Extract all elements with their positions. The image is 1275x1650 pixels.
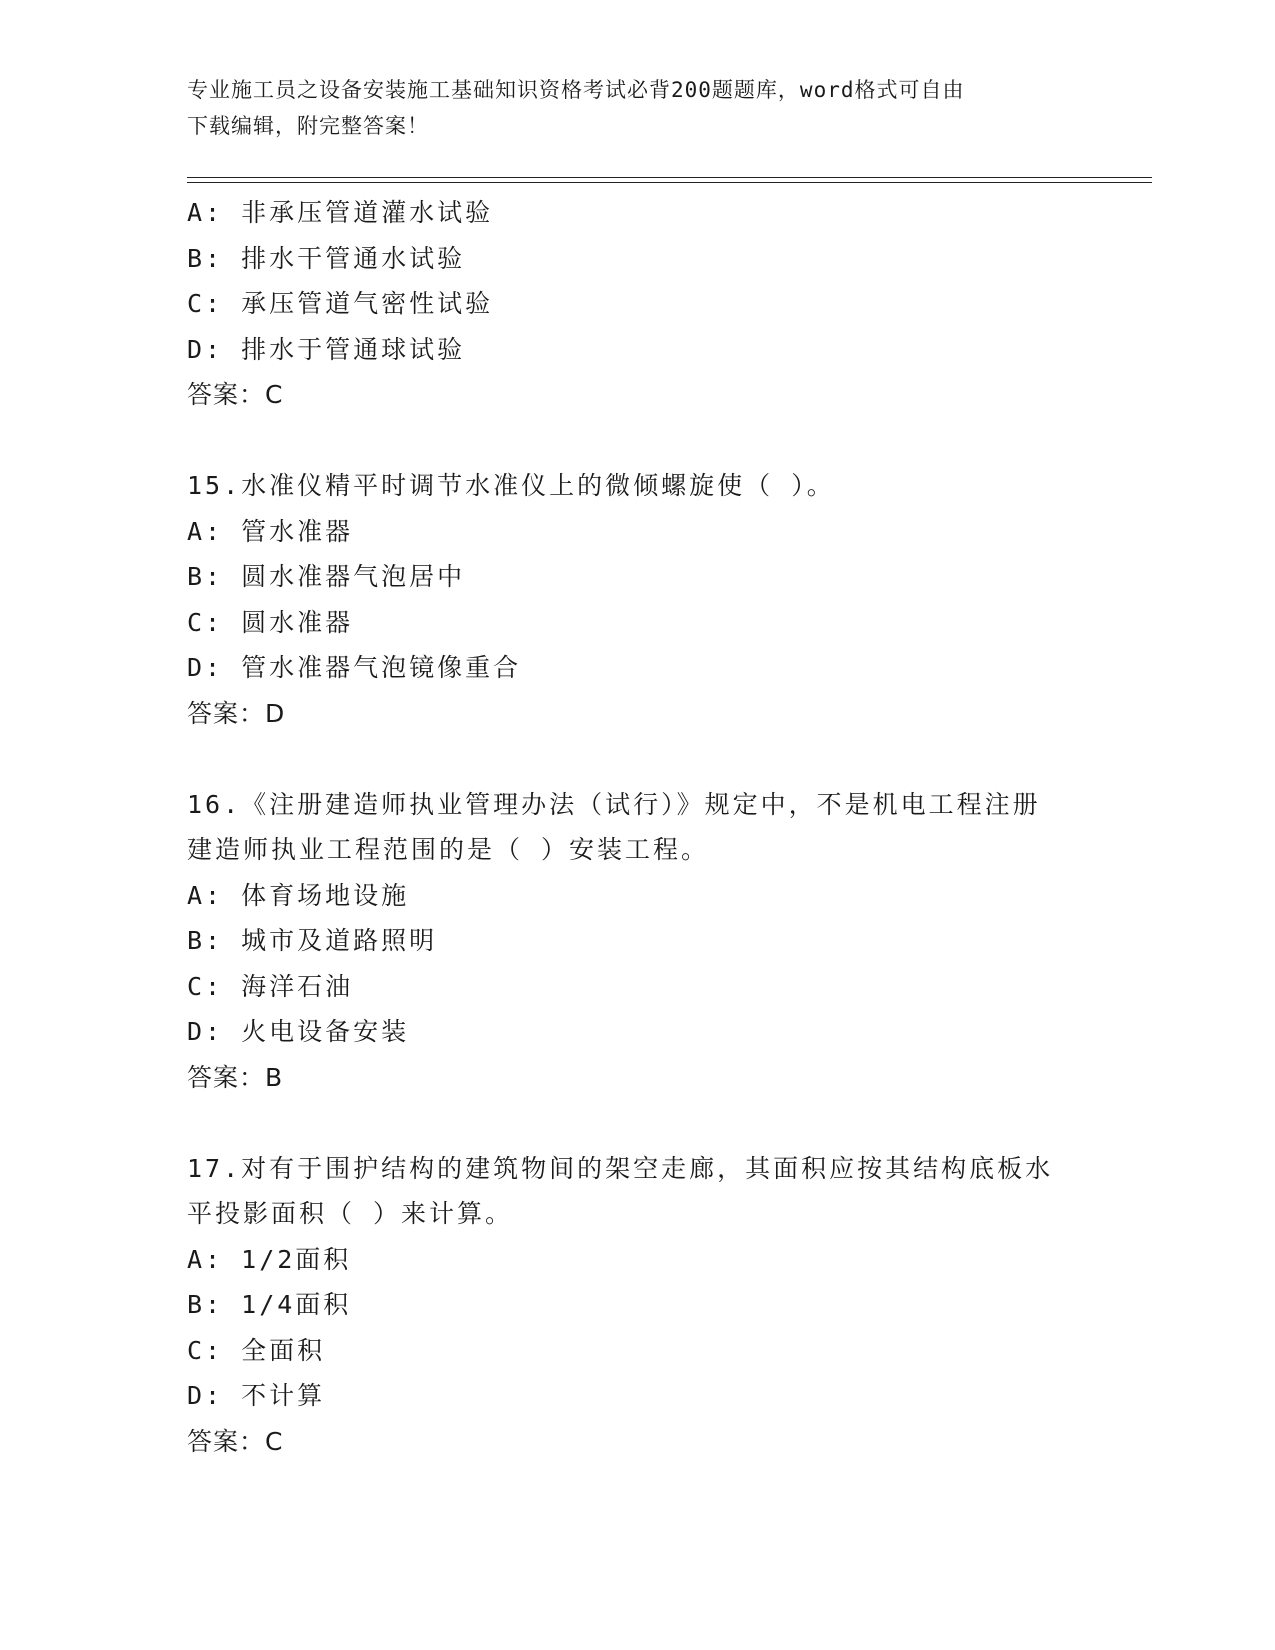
option-a: A: 非承压管道灌水试验 (187, 198, 494, 227)
document-header (187, 72, 1087, 144)
header-divider-bottom (187, 182, 1152, 183)
option-c: C: 全面积 (187, 1335, 326, 1365)
question-text-line-1: 16.《注册建造师执业管理办法（试行）》规定中，不是机电工程注册 (187, 789, 1041, 819)
question-block-14 (187, 190, 1087, 418)
option-c: C: 承压管道气密性试验 (187, 289, 494, 318)
question-text-line-2: 建造师执业工程范围的是（ ）安装工程。 (187, 835, 710, 864)
question-list (187, 190, 1087, 1464)
answer-label: 答案：C (187, 1426, 284, 1456)
answer-label: 答案：B (187, 1062, 284, 1092)
question-block-15 (187, 463, 1087, 736)
option-c: C: 圆水准器 (187, 607, 354, 637)
header-divider-top (187, 177, 1152, 178)
option-d: D: 管水准器气泡镜像重合 (187, 653, 522, 682)
option-c: C: 海洋石油 (187, 971, 354, 1001)
option-d: D: 不计算 (187, 1381, 326, 1410)
header-line-2: 下载编辑，附完整答案！ (187, 114, 429, 138)
question-text-line-1: 17.对有于围护结构的建筑物间的架空走廊，其面积应按其结构底板水 (187, 1153, 1054, 1183)
option-b: B: 城市及道路照明 (187, 926, 438, 955)
option-b: B: 排水干管通水试验 (187, 243, 466, 273)
option-d: D: 火电设备安装 (187, 1017, 410, 1046)
option-a: A: 1/2面积 (187, 1244, 352, 1274)
question-text-line-2: 平投影面积（ ）来计算。 (187, 1199, 514, 1228)
question-block-17 (187, 1146, 1087, 1465)
option-b: B: 1/4面积 (187, 1290, 352, 1319)
option-a: A: 体育场地设施 (187, 880, 410, 910)
header-line-1: 专业施工员之设备安装施工基础知识资格考试必背200题题库，word格式可自由 (187, 78, 965, 102)
answer-label: 答案：C (187, 380, 284, 409)
question-text: 15.水准仪精平时调节水准仪上的微倾螺旋使（ ）。 (187, 471, 835, 500)
option-d: D: 排水于管通球试验 (187, 334, 466, 364)
option-b: B: 圆水准器气泡居中 (187, 562, 466, 591)
option-a: A: 管水准器 (187, 516, 354, 546)
question-block-16 (187, 782, 1087, 1101)
answer-label: 答案：D (187, 698, 286, 728)
